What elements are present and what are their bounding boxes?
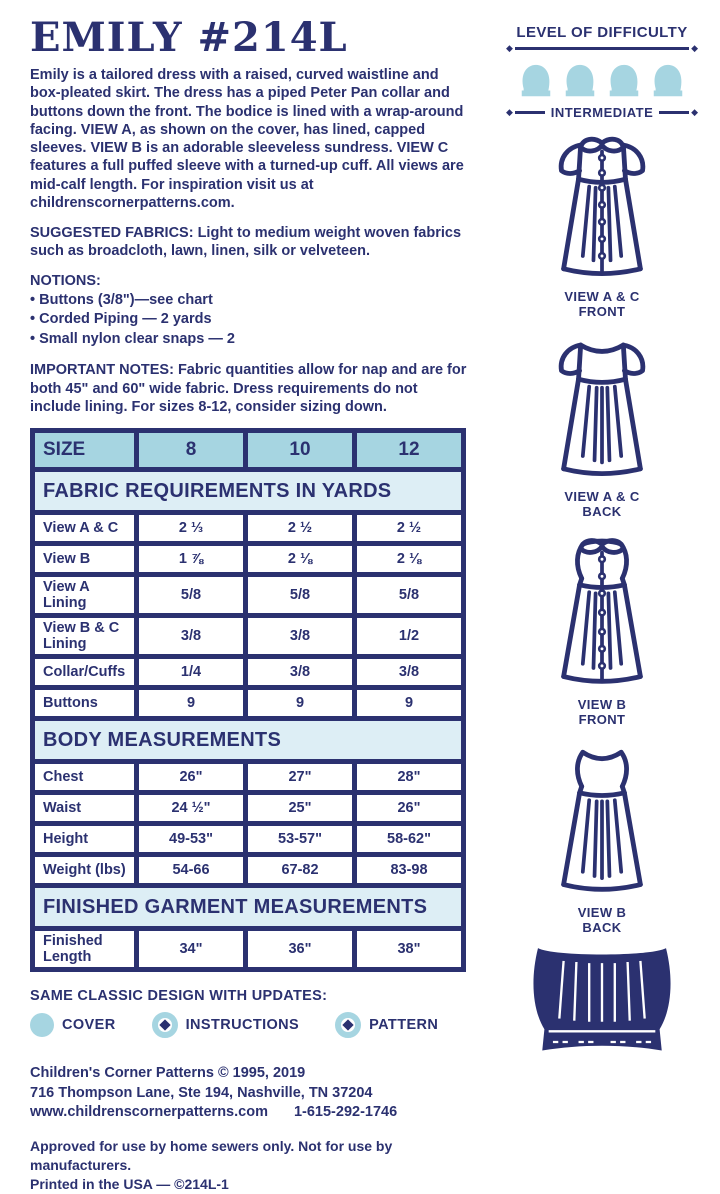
updates-legend <box>30 988 468 1038</box>
cell-value: 5/8 <box>248 577 352 613</box>
row-label: Height <box>35 826 134 852</box>
thimble-icon <box>605 61 643 101</box>
copyright-line: Children's Corner Patterns © 1995, 2019 <box>30 1065 306 1082</box>
cell-value: 27" <box>248 764 352 790</box>
row-label: View A Lining <box>35 577 134 613</box>
suggested-fabrics <box>30 224 468 261</box>
size-10-header: 10 <box>248 433 352 467</box>
cell-value: 38" <box>357 931 461 967</box>
legend-heading: SAME CLASSIC DESIGN WITH UPDATES: <box>30 988 328 1005</box>
cell-value: 3/8 <box>248 618 352 654</box>
important-notes-text: Fabric quantities allow for nap and are for both 45" and 60" wide fabric. Dress requirements do not include lining. For sizes 8-12, consider sizing down. <box>30 362 467 415</box>
suggested-fabrics-text: Light to medium weight woven fabrics such as broadcloth, lawn, linen, silk or velveteen. <box>30 225 462 260</box>
table-row <box>35 690 461 716</box>
cell-value: 2 ⅛ <box>357 546 461 572</box>
publisher-block <box>30 1064 468 1123</box>
view-caption: VIEW B BACK <box>577 904 627 935</box>
important-notes-label: IMPORTANT NOTES: <box>30 362 174 379</box>
filled-circle-icon <box>30 1013 54 1037</box>
cell-value: 1/4 <box>139 659 243 685</box>
legend-item-label: INSTRUCTIONS <box>185 1017 300 1034</box>
dress-view-a-c-back-illustration <box>538 328 666 488</box>
notion-item: • Buttons (3/8")—see chart <box>30 291 468 311</box>
row-label: View B & C Lining <box>35 618 134 654</box>
dress-view-b-back-illustration <box>538 736 666 904</box>
cell-value: 5/8 <box>357 577 461 613</box>
cell-value: 2 ½ <box>248 515 352 541</box>
page-title: EMILY #214L <box>30 14 348 61</box>
dress-view-b-front-illustration <box>538 528 666 696</box>
cell-value: 2 ⅓ <box>139 515 243 541</box>
cell-value: 28" <box>357 764 461 790</box>
ring-circle-icon <box>335 1012 361 1038</box>
cell-value: 67-82 <box>248 857 352 883</box>
legend-item-cover <box>30 1013 116 1037</box>
cell-value: 9 <box>248 690 352 716</box>
decorative-rule <box>504 44 700 53</box>
thimble-icon <box>517 61 555 101</box>
difficulty-block <box>504 24 700 120</box>
size-chart-table <box>30 428 466 972</box>
cell-value: 3/8 <box>139 618 243 654</box>
row-label: Chest <box>35 764 134 790</box>
row-label: Buttons <box>35 690 134 716</box>
right-column <box>504 24 700 1058</box>
footer-line: Approved for use by home sewers only. Not for use by manufacturers. <box>30 1137 393 1173</box>
table-row <box>35 795 461 821</box>
cell-value: 9 <box>357 690 461 716</box>
cell-value: 83-98 <box>357 857 461 883</box>
cell-value: 24 ½" <box>139 795 243 821</box>
diamond-icon: ◆ <box>691 43 698 53</box>
thimble-icon <box>561 61 599 101</box>
table-row <box>35 515 461 541</box>
row-label: Weight (lbs) <box>35 857 134 883</box>
notions-list <box>30 291 468 350</box>
view-a-c-front-block <box>504 128 700 320</box>
table-row <box>35 577 461 613</box>
section-finished-garment <box>35 888 461 926</box>
notion-item: • Small nylon clear snaps — 2 <box>30 330 468 350</box>
footer-line: Printed in the USA — ©214L-1 <box>30 1175 229 1192</box>
ring-circle-icon <box>152 1012 178 1038</box>
cell-value: 49-53" <box>139 826 243 852</box>
view-caption: VIEW A & C BACK <box>564 488 640 519</box>
thimble-icon <box>649 61 687 101</box>
table-row <box>35 546 461 572</box>
suggested-fabrics-label: SUGGESTED FABRICS: <box>30 225 194 242</box>
cell-value: 25" <box>248 795 352 821</box>
table-row <box>35 659 461 685</box>
cell-value: 54-66 <box>139 857 243 883</box>
table-row <box>35 764 461 790</box>
diamond-icon: ◆ <box>506 43 513 53</box>
difficulty-level-row <box>504 105 700 120</box>
size-8-header: 8 <box>139 433 243 467</box>
view-c-sleeve-block <box>504 946 700 1058</box>
legend-item-pattern <box>335 1012 438 1038</box>
legend-item-label: COVER <box>62 1017 116 1034</box>
diamond-icon: ◆ <box>506 107 513 117</box>
table-row <box>35 618 461 654</box>
table-row <box>35 826 461 852</box>
cell-value: 3/8 <box>357 659 461 685</box>
table-row <box>35 931 461 967</box>
pattern-description: Emily is a tailored dress with a raised, curved waistline and box-pleated skirt. The dress has a piped Peter Pan collar and buttons down the front. The bodice is lined with a wrap-around facing. VIEW A, as shown on the cover, has lined, capped sleeves. VIEW B is an adorable sleeveless sundress. VIEW C features a full puffed sleeve with a turned-up cuff. All views are mid-calf length. For inspiration visit us at childrenscornerpatterns.com. <box>30 67 464 211</box>
cell-value: 2 ½ <box>357 515 461 541</box>
cell-value: 9 <box>139 690 243 716</box>
row-label: Finished Length <box>35 931 134 967</box>
cell-value: 3/8 <box>248 659 352 685</box>
section-title: FINISHED GARMENT MEASUREMENTS <box>35 888 461 926</box>
view-b-back-block <box>504 736 700 936</box>
legal-footer <box>30 1137 468 1194</box>
notions-label: NOTIONS: <box>30 272 101 289</box>
size-12-header: 12 <box>357 433 461 467</box>
difficulty-title: LEVEL OF DIFFICULTY <box>516 24 688 41</box>
view-b-front-block <box>504 528 700 728</box>
cell-value: 58-62" <box>357 826 461 852</box>
phone-number: 1-615-292-1746 <box>293 1104 398 1121</box>
legend-item-label: PATTERN <box>369 1017 439 1034</box>
address-line: 716 Thompson Lane, Ste 194, Nashville, TN 37204 <box>30 1084 373 1101</box>
notion-item: • Corded Piping — 2 yards <box>30 310 468 330</box>
puffed-sleeve-cuff-illustration <box>527 946 677 1058</box>
section-title: BODY MEASUREMENTS <box>35 721 461 759</box>
cell-value: 2 ⅛ <box>248 546 352 572</box>
size-header-row <box>35 433 461 467</box>
cell-value: 5/8 <box>139 577 243 613</box>
cell-value: 53-57" <box>248 826 352 852</box>
legend-item-instructions <box>152 1012 300 1038</box>
cell-value: 36" <box>248 931 352 967</box>
view-a-c-back-block <box>504 328 700 520</box>
size-header-label: SIZE <box>35 433 134 467</box>
cell-value: 34" <box>139 931 243 967</box>
website-link: www.childrenscornerpatterns.com <box>30 1104 268 1121</box>
important-notes <box>30 361 468 416</box>
row-label: View A & C <box>35 515 134 541</box>
dress-view-a-c-front-illustration <box>538 128 666 288</box>
difficulty-thimbles <box>504 61 700 101</box>
section-body-measurements <box>35 721 461 759</box>
cell-value: 1/2 <box>357 618 461 654</box>
section-fabric-requirements <box>35 472 461 510</box>
section-title: FABRIC REQUIREMENTS IN YARDS <box>35 472 461 510</box>
difficulty-level-label: INTERMEDIATE <box>550 105 654 120</box>
cell-value: 1 ⅞ <box>139 546 243 572</box>
diamond-icon: ◆ <box>691 107 699 117</box>
cell-value: 26" <box>357 795 461 821</box>
left-column <box>30 14 468 1194</box>
view-caption: VIEW B FRONT <box>577 696 627 727</box>
row-label: View B <box>35 546 134 572</box>
cell-value: 26" <box>139 764 243 790</box>
row-label: Waist <box>35 795 134 821</box>
legend-items <box>30 1012 468 1038</box>
table-row <box>35 857 461 883</box>
row-label: Collar/Cuffs <box>35 659 134 685</box>
view-caption: VIEW A & C FRONT <box>564 289 640 319</box>
